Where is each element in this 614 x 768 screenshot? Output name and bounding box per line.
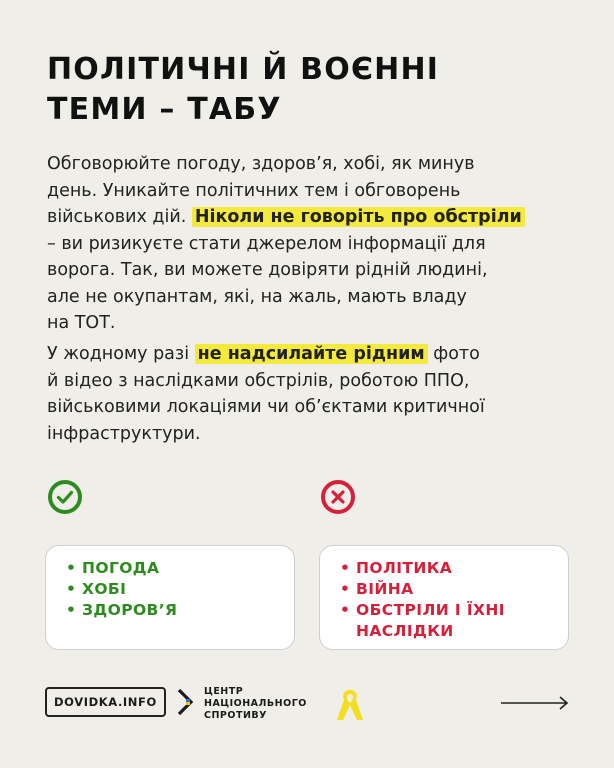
paragraph-text: військових дій. (47, 207, 192, 227)
list-item: • ПОЛІТИКА (340, 558, 568, 579)
list-item: • ЗДОРОВ’Я (66, 600, 294, 621)
highlight-never-talk-shelling: Ніколи не говоріть про обстріли (192, 207, 525, 227)
check-circle-icon (48, 480, 82, 514)
arrow-right-icon[interactable] (500, 695, 570, 711)
paragraph-line: день. Уникайте політичних тем і обговорень (47, 180, 461, 201)
national-resistance-center-mark-icon (176, 688, 198, 716)
list-item (340, 600, 568, 642)
footer (0, 685, 614, 725)
cns-line: ЦЕНТР (204, 686, 244, 697)
paragraph-line: Обговорюйте погоду, здоров’я, хобі, як минув (47, 154, 475, 174)
forbidden-topics-card (319, 545, 569, 650)
paragraph-line: на ТОТ. (47, 313, 116, 333)
x-circle-icon (321, 480, 355, 514)
yellow-ribbon-icon (333, 687, 367, 723)
page-title (47, 50, 439, 130)
forbidden-topics-list (320, 546, 568, 642)
paragraph-line: військовими локаціями чи об’єктами критичної (47, 397, 485, 417)
paragraph-topics (47, 151, 525, 337)
paragraph-line: інфраструктури. (47, 423, 201, 444)
paragraph-line: – ви ризикуєте стати джерелом інформації для (47, 233, 486, 254)
cns-line: НАЦІОНАЛЬНОГО (204, 698, 307, 709)
paragraph-line (47, 204, 525, 231)
paragraph-no-photos (47, 341, 485, 447)
highlight-do-not-send: не надсилайте рідним (195, 344, 428, 364)
title-line-2: ТЕМИ – ТАБУ (47, 92, 282, 127)
paragraph-line: але не окупантам, які, на жаль, мають владу (47, 286, 467, 307)
list-item-text: • ОБСТРІЛИ І ЇХНІ (356, 601, 505, 619)
paragraph-line: ворога. Так, ви можете довіряти рідній людині, (47, 260, 488, 280)
dovidka-logo[interactable]: DOVIDKA.INFO (45, 687, 166, 717)
title-line-1: ПОЛІТИЧНІ Й ВОЄННІ (47, 52, 440, 87)
list-item: • ВІЙНА (340, 579, 568, 600)
list-item: • ХОБІ (66, 579, 294, 600)
paragraph-text: У жодному разі (47, 344, 195, 364)
paragraph-line: й відео з наслідками обстрілів, роботою ППО, (47, 370, 470, 391)
allowed-topics-card (45, 545, 295, 650)
paragraph-line (47, 341, 485, 368)
paragraph-text: фото (427, 344, 480, 364)
allowed-topics-list (46, 546, 294, 621)
list-item: • ПОГОДА (66, 558, 294, 579)
national-resistance-center-text (204, 686, 307, 722)
list-item-text: НАСЛІДКИ (356, 622, 454, 640)
cns-line: СПРОТИВУ (204, 710, 267, 721)
